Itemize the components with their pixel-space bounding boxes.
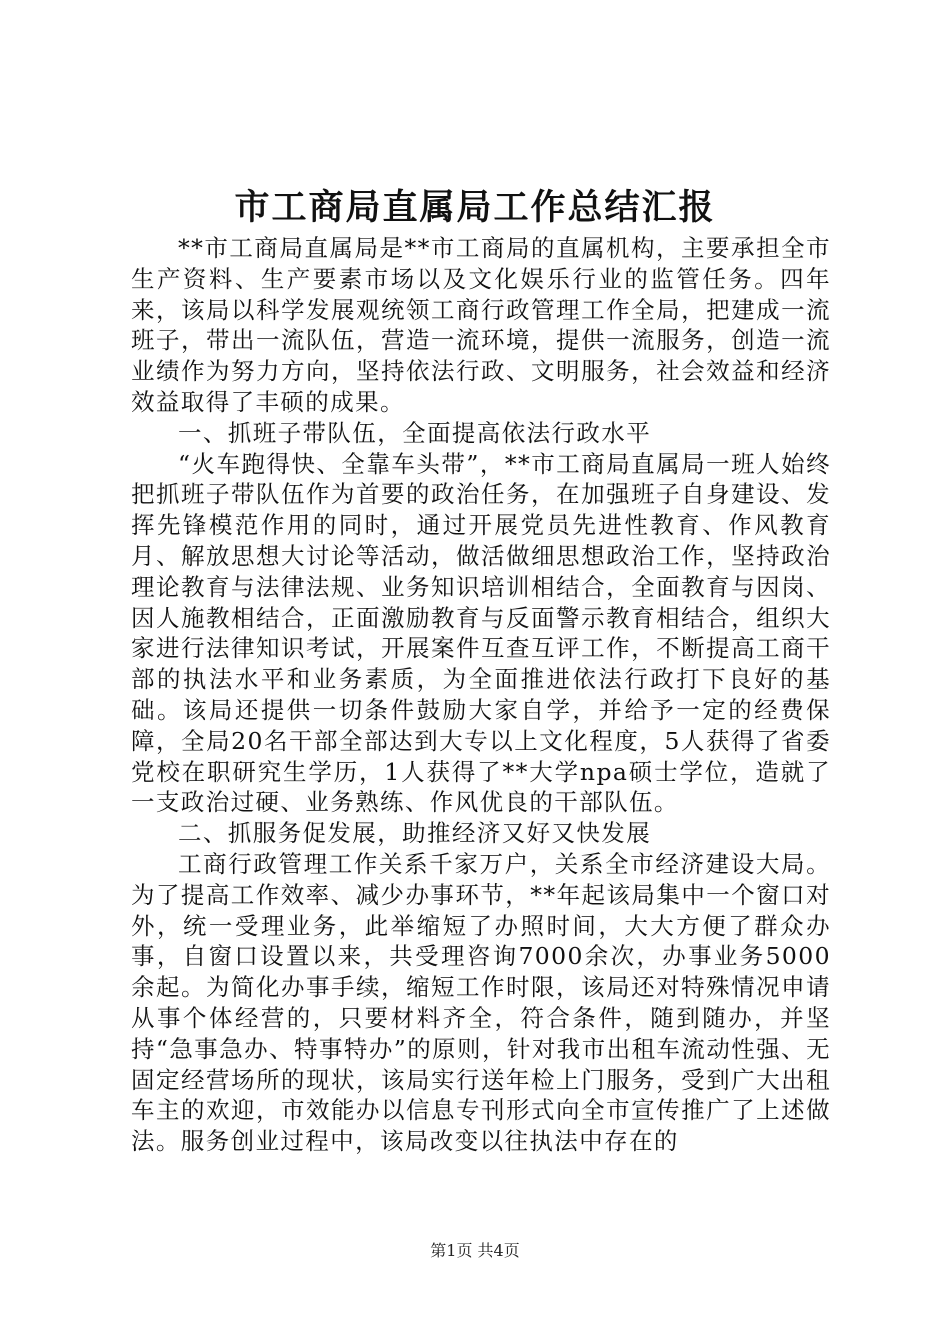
document-body: [131, 233, 831, 1157]
paragraph-section-1: “火车跑得快、全靠车头带”，**市工商局直属局一班人始终把抓班子带队伍作为首要的政治任务，在加强班子自身建设、发挥先锋模范作用的同时，通过开展党员先进性教育、作风教育月、解放思想大讨论等活动，做活做细思想政治工作，坚持政治理论教育与法律法规、业务知识培训相结合，全面教育与因岗、因人施教相结合，正面激励教育与反面警示教育相结合，组织大家进行法律知识考试，开展案件互查互评工作，不断提高工商干部的执法水平和业务素质，为全面推进依法行政打下良好的基础。该局还提供一切条件鼓励大家自学，并给予一定的经费保障，全局20名干部全部达到大专以上文化程度，5人获得了省委党校在职研究生学历，1人获得了**大学npa硕士学位，造就了一支政治过硬、业务熟练、作风优良的干部队伍。: [131, 449, 831, 817]
section-heading-2: 二、抓服务促发展，助推经济又好又快发展: [178, 819, 652, 848]
paragraph-section-2: 工商行政管理工作关系千家万户，关系全市经济建设大局。为了提高工作效率、减少办事环节，**年起该局集中一个窗口对外，统一受理业务，此举缩短了办照时间，大大方便了群众办事，自窗口设置以来，共受理咨询7000余次，办事业务5000余起。为简化办事手续，缩短工作时限，该局还对特殊情况申请从事个体经营的，只要材料齐全，符合条件，随到随办，并坚持“急事急办、特事特办”的原则，针对我市出租车流动性强、无固定经营场所的现状，该局实行送年检上门服务，受到广大出租车主的欢迎，市效能办以信息专刊形式向全市宣传推广了上述做法。服务创业过程中，该局改变以往执法中存在的: [131, 849, 831, 1156]
paragraph-intro: **市工商局直属局是**市工商局的直属机构，主要承担全市生产资料、生产要素市场以及文化娱乐行业的监管任务。四年来，该局以科学发展观统领工商行政管理工作全局，把建成一流班子，带出一流队伍，营造一流环境，提供一流服务，创造一流业绩作为努力方向，坚持依法行政、文明服务，社会效益和经济效益取得了丰硕的成果。: [131, 234, 831, 416]
document-title: 市工商局直属局工作总结汇报: [234, 187, 716, 228]
section-heading-1: 一、抓班子带队伍，全面提高依法行政水平: [178, 418, 652, 447]
page-number: 第1页 共4页: [430, 1241, 520, 1260]
